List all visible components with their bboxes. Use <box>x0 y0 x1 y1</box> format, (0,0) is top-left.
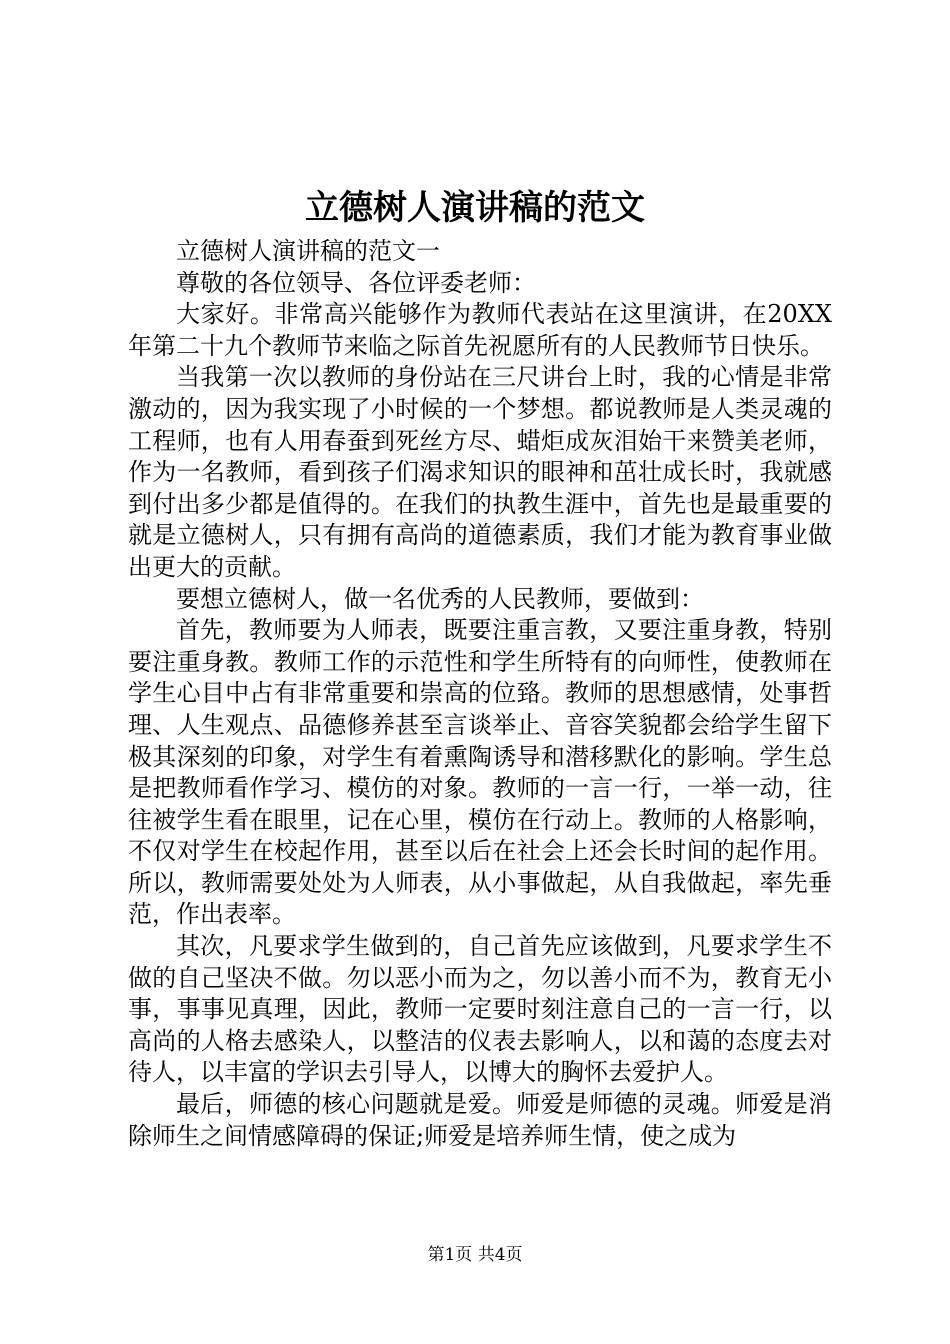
paragraph: 当我第一次以教师的身份站在三尺讲台上时，我的心情是非常激动的，因为我实现了小时候的一个梦想。都说教师是人类灵魂的工程师，也有人用春蚕到死丝方尽、蜡炬成灰泪始干来赞美老师，作为一名教师，看到孩子们渴求知识的眼神和茁壮成长时，我就感到付出多少都是值得的。在我们的执教生涯中，首先也是最重要的就是立德树人，只有拥有高尚的道德素质，我们才能为教育事业做出更大的贡献。 <box>128 363 832 581</box>
paragraph-heading: 立德树人演讲稿的范文一 <box>176 237 440 265</box>
paragraph: 最后，师德的核心问题就是爱。师爱是师德的灵魂。师爱是消除师生之间情感障碍的保证;师爱是培养师生情，使之成为 <box>128 1090 832 1150</box>
paragraph: 大家好。非常高兴能够作为教师代表站在这里演讲，在20XX年第二十九个教师节来临之际首先祝愿所有的人民教师节日快乐。 <box>128 300 832 360</box>
paragraph: 首先，教师要为人师表，既要注重言教，又要注重身教，特别要注重身教。教师工作的示范性和学生所特有的向师性，使教师在学生心目中占有非常重要和崇高的位臵。教师的思想感情，处事哲理、人生观点、品德修养甚至言谈举止、音容笑貌都会给学生留下极其深刻的印象，对学生有着熏陶诱导和潜移默化的影响。学生总是把教师看作学习、模仿的对象。教师的一言一行，一举一动，往往被学生看在眼里，记在心里，模仿在行动上。教师的人格影响，不仅对学生在校起作用，甚至以后在社会上还会长时间的起作用。所以，教师需要处处为人师表，从小事做起，从自我做起，率先垂范，作出表率。 <box>128 616 832 929</box>
document-body <box>128 236 832 1152</box>
page-number-footer: 第1页 共4页 <box>427 1245 523 1265</box>
paragraph: 要想立德树人，做一名优秀的人民教师，要做到： <box>176 584 704 613</box>
paragraph-salutation: 尊敬的各位领导、各位评委老师： <box>176 268 536 297</box>
document-title: 立德树人演讲稿的范文 <box>305 188 645 228</box>
paragraph: 其次，凡要求学生做到的，自己首先应该做到，凡要求学生不做的自己坚决不做。勿以恶小而为之，勿以善小而不为，教育无小事，事事见真理，因此，教师一定要时刻注意自己的一言一行，以高尚的人格去感染人，以整洁的仪表去影响人，以和蔼的态度去对待人，以丰富的学识去引导人，以博大的胸怀去爱护人。 <box>128 932 832 1087</box>
